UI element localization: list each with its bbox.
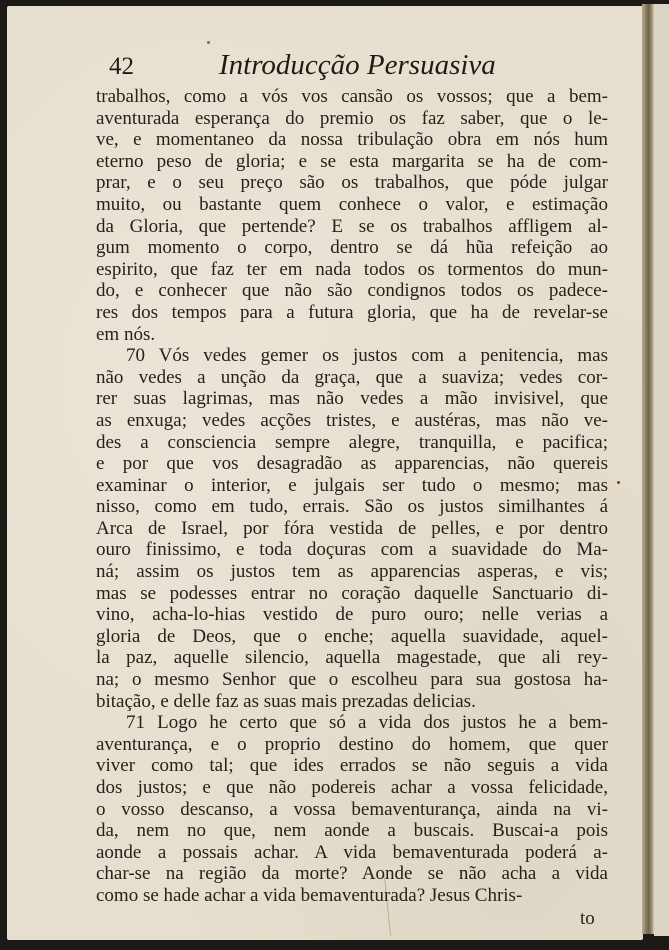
text-line: da Gloria, que pertende? E se os trabalhos affligem al- (96, 215, 608, 237)
text-line: des a consciencia sempre alegre, tranquilla, e pacifica; (96, 431, 608, 453)
text-line: espirito, que faz ter em nada todos os tormentos do mun- (96, 258, 608, 280)
text-line: não vedes a unção da graça, que a suaviza; vedes cor- (96, 366, 608, 388)
text-line: viver como tal; que ides errados se não seguis a vida (96, 755, 608, 777)
paper-speck (207, 41, 210, 44)
catchword: to (580, 908, 595, 929)
text-line: ná; assim os justos tem as apparencias asperas, e vis; (96, 561, 608, 583)
text-line: mas se podesses entrar no coração daquelle Sanctuario di- (96, 582, 608, 604)
text-line: ouro finissimo, e toda doçuras com a suavidade do Ma- (96, 539, 608, 561)
text-line: la paz, aquelle silencio, aquella magestade, que ali rey- (96, 647, 608, 669)
text-line: bitação, e delle faz as suas mais prezadas delicias. (96, 690, 476, 712)
text-line: trabalhos, como a vós vos cansão os vossos; que a bem- (96, 86, 608, 107)
text-line: aventurada esperança do premio os faz saber, que o le- (96, 107, 608, 129)
text-line: char-se na região da morte? Aonde se não acha a vida (96, 863, 608, 885)
page-number: 42 (109, 53, 134, 80)
text-line: examinar o interior, e julgais ser tudo o mesmo; mas (96, 474, 608, 496)
text-line: eterno peso de gloria; e se esta margarita se ha de com- (96, 150, 608, 172)
running-head (109, 46, 609, 84)
text-line: na; o mesmo Senhor que o escolheu para sua gostosa ha- (96, 669, 608, 691)
text-line: gum momento o corpo, dentro se dá hũa refeição ao (96, 237, 608, 259)
text-line: res dos tempos para a futura gloria, que ha de revelar-se (96, 301, 608, 323)
text-line: vino, acha-lo-hias vestido de puro ouro; nelle verias a (96, 604, 608, 626)
text-line: Arca de Israel, por fóra vestida de pelles, e por dentro (96, 517, 608, 539)
book-gutter-shadow (642, 4, 654, 934)
text-line: e por que vos desagradão as apparencias, não quereis (96, 453, 608, 475)
text-line: ve, e momentaneo da nossa tribulação obra em nós hum (96, 129, 608, 151)
text-line: as enxuga; vedes acções tristes, e austéras, mas não ve- (96, 409, 608, 431)
paragraph-70-start: 70 Vós vedes gemer os justos com a penitencia, mas (126, 345, 608, 367)
text-line: o vosso descanso, a vossa bemaventurança, ainda na vi- (96, 798, 608, 820)
text-line: da, nem no que, nem aonde a buscais. Buscai-a pois (96, 820, 608, 842)
paper-speck (617, 481, 620, 484)
text-line: como se hade achar a vida bemaventurada? Jesus Chris- (96, 884, 523, 906)
facing-page-edge (654, 4, 669, 936)
running-head-title: Introducção Persuasiva (219, 49, 496, 81)
text-line: prar, e o seu preço são os trabalhos, que póde julgar (96, 172, 608, 194)
text-line: dos justos; e que não podereis achar a vossa felicidade, (96, 777, 608, 798)
paragraph-71-start: 71 Logo he certo que só a vida dos justos he a bem- (126, 712, 608, 734)
text-line: gloria de Deos, que o enche; aquella suavidade, aquel- (96, 625, 608, 647)
body-text (96, 86, 608, 907)
text-line: do, e conhecer que não são condignos todos os padece- (96, 280, 608, 302)
text-line: muito, ou bastante quem conhece o valor, e estimação (96, 193, 608, 215)
text-line: aonde a possais achar. A vida bemaventurada poderá a- (96, 841, 608, 863)
text-line: nisso, como em tudo, errais. São os justos similhantes á (96, 496, 608, 518)
text-line: em nós. (96, 323, 156, 345)
text-line: rer suas lagrimas, mas não vedes a mão invisivel, que (96, 388, 608, 410)
text-line: aventurança, e o proprio destino do homem, que quer (96, 733, 608, 755)
